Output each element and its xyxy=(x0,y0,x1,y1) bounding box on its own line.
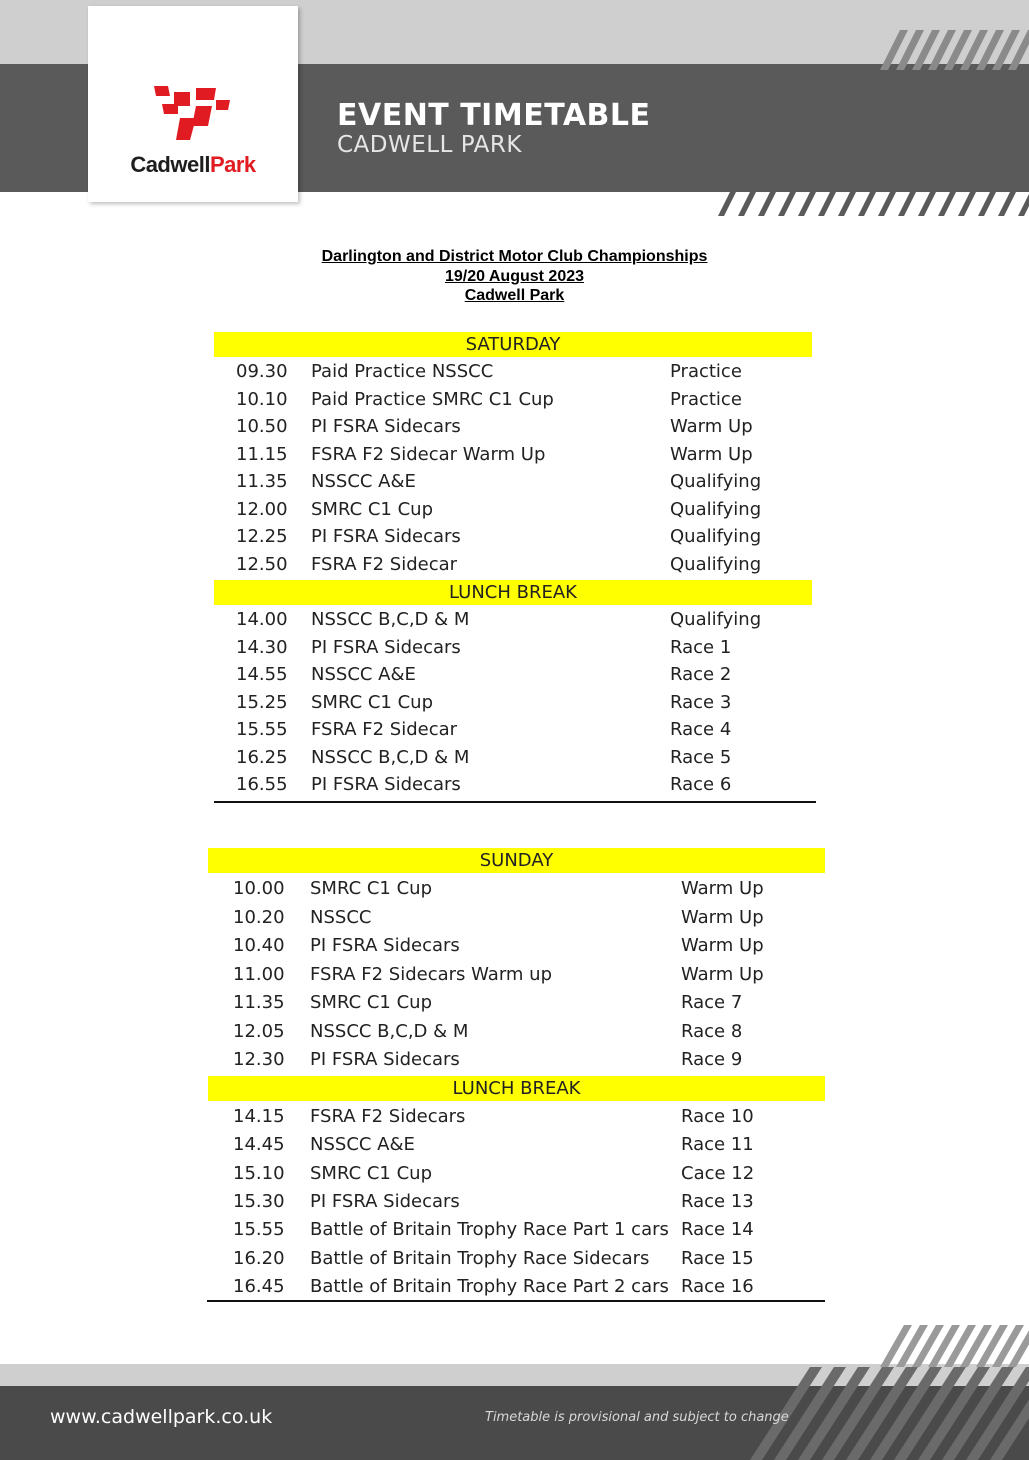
timetable-row xyxy=(0,689,1029,717)
time-cell: 15.55 xyxy=(236,719,288,740)
session-cell: Race 1 xyxy=(670,636,732,658)
session-cell: Race 13 xyxy=(681,1190,754,1212)
time-cell: 16.25 xyxy=(236,746,288,768)
timetable-row xyxy=(0,413,1029,441)
timetable-row xyxy=(0,551,1029,579)
event-cell: Paid Practice SMRC C1 Cup xyxy=(311,388,554,410)
event-cell: FSRA F2 Sidecar Warm Up xyxy=(311,443,546,465)
timetable-row xyxy=(0,771,1029,799)
time-cell: 14.55 xyxy=(236,664,288,685)
session-cell: Qualifying xyxy=(670,498,762,520)
time-cell: 11.00 xyxy=(233,963,285,985)
session-cell: Race 5 xyxy=(670,746,732,768)
session-cell: Qualifying xyxy=(670,553,762,575)
event-cell: PI FSRA Sidecars xyxy=(311,774,461,795)
session-cell: Warm Up xyxy=(681,878,764,899)
session-cell: Warm Up xyxy=(681,906,764,928)
session-cell: Warm Up xyxy=(681,935,764,956)
timetable-row xyxy=(0,496,1029,524)
event-cell: NSSCC A&E xyxy=(310,1134,415,1156)
session-cell: Race 3 xyxy=(670,691,732,713)
session-cell: Race 16 xyxy=(681,1275,754,1297)
time-cell: 12.50 xyxy=(236,553,288,575)
timetable-row xyxy=(0,875,1029,903)
timetable-row xyxy=(0,523,1029,551)
session-cell: Qualifying xyxy=(670,609,762,630)
time-cell: 09.30 xyxy=(236,361,288,382)
session-cell: Qualifying xyxy=(670,526,762,547)
event-cell: SMRC C1 Cup xyxy=(311,691,434,713)
session-cell: Warm Up xyxy=(670,416,753,437)
time-cell: 16.20 xyxy=(233,1247,285,1269)
timetable-row xyxy=(0,989,1029,1017)
sunday-table-rule xyxy=(207,1300,825,1302)
session-cell: Race 14 xyxy=(681,1219,754,1241)
time-cell: 11.15 xyxy=(236,443,288,465)
timetable-row xyxy=(0,716,1029,744)
event-cell: SMRC C1 Cup xyxy=(310,878,433,899)
timetable-row xyxy=(0,661,1029,689)
footer-website-link[interactable]: www.cadwellpark.co.uk xyxy=(50,1406,273,1428)
session-cell: Race 15 xyxy=(681,1247,754,1269)
time-cell: 11.35 xyxy=(236,471,288,492)
event-cell: SMRC C1 Cup xyxy=(310,1162,433,1184)
event-cell: Battle of Britain Trophy Race Part 2 cars xyxy=(310,1275,669,1297)
session-cell: Race 6 xyxy=(670,774,732,795)
event-cell: PI FSRA Sidecars xyxy=(311,636,461,658)
session-cell: Practice xyxy=(670,388,742,410)
session-cell: Race 4 xyxy=(670,719,732,740)
timetable-row xyxy=(0,932,1029,960)
event-cell: PI FSRA Sidecars xyxy=(311,416,461,437)
time-cell: 14.00 xyxy=(236,609,288,630)
time-cell: 14.45 xyxy=(233,1134,285,1156)
event-title-line-1: Darlington and District Motor Club Championships xyxy=(321,248,708,265)
time-cell: 11.35 xyxy=(233,992,285,1013)
timetable-row xyxy=(0,606,1029,634)
timetable-row xyxy=(0,634,1029,662)
footer-disclaimer: Timetable is provisional and subject to change xyxy=(485,1410,789,1425)
cadwell-park-logo-mark xyxy=(152,82,232,142)
timetable-row xyxy=(0,1103,1029,1131)
time-cell: 12.25 xyxy=(236,526,288,547)
page-subtitle: CADWELL PARK xyxy=(337,132,522,158)
time-cell: 15.10 xyxy=(233,1162,285,1184)
time-cell: 16.45 xyxy=(233,1275,285,1297)
timetable-row xyxy=(0,1018,1029,1046)
sunday-heading: SUNDAY xyxy=(208,848,825,873)
session-cell: Race 8 xyxy=(681,1020,743,1042)
time-cell: 15.25 xyxy=(236,691,288,713)
session-cell: Race 7 xyxy=(681,992,743,1013)
event-cell: PI FSRA Sidecars xyxy=(310,1190,460,1212)
event-cell: SMRC C1 Cup xyxy=(311,498,434,520)
timetable-row xyxy=(0,1160,1029,1188)
session-cell: Race 10 xyxy=(681,1106,754,1127)
session-cell: Race 9 xyxy=(681,1049,743,1070)
timetable-row xyxy=(0,1046,1029,1074)
time-cell: 10.00 xyxy=(233,878,285,899)
event-cell: PI FSRA Sidecars xyxy=(310,935,460,956)
timetable-row xyxy=(0,1188,1029,1216)
logo-text-park: Park xyxy=(209,152,256,177)
timetable-row xyxy=(0,1245,1029,1273)
sunday-lunch-break: LUNCH BREAK xyxy=(208,1076,825,1101)
session-cell: Practice xyxy=(670,361,742,382)
header-stripes-bottom xyxy=(710,192,1029,216)
session-cell: Race 11 xyxy=(681,1134,754,1156)
event-cell: PI FSRA Sidecars xyxy=(310,1049,460,1070)
time-cell: 15.55 xyxy=(233,1219,285,1241)
timetable-row xyxy=(0,386,1029,414)
time-cell: 10.40 xyxy=(233,935,285,956)
page-title: EVENT TIMETABLE xyxy=(337,98,651,133)
timetable-row xyxy=(0,904,1029,932)
session-cell: Warm Up xyxy=(670,443,753,465)
timetable-row xyxy=(0,744,1029,772)
time-cell: 10.20 xyxy=(233,906,285,928)
logo-wordmark xyxy=(88,152,298,178)
saturday-lunch-break: LUNCH BREAK xyxy=(214,580,812,605)
time-cell: 16.55 xyxy=(236,774,288,795)
header-stripes-top xyxy=(860,30,1029,70)
event-title-line-2: 19/20 August 2023 xyxy=(444,268,585,285)
session-cell: Race 2 xyxy=(670,664,732,685)
time-cell: 12.30 xyxy=(233,1049,285,1070)
event-cell: NSSCC B,C,D & M xyxy=(310,1020,469,1042)
time-cell: 10.10 xyxy=(236,388,288,410)
session-cell: Warm Up xyxy=(681,963,764,985)
time-cell: 12.05 xyxy=(233,1020,285,1042)
event-title-line-3: Cadwell Park xyxy=(464,287,565,304)
event-cell: FSRA F2 Sidecars Warm up xyxy=(310,963,553,985)
saturday-heading: SATURDAY xyxy=(214,332,812,357)
time-cell: 14.15 xyxy=(233,1106,285,1127)
event-cell: FSRA F2 Sidecars xyxy=(310,1106,466,1127)
time-cell: 10.50 xyxy=(236,416,288,437)
event-cell: FSRA F2 Sidecar xyxy=(311,553,458,575)
time-cell: 14.30 xyxy=(236,636,288,658)
timetable-row xyxy=(0,1216,1029,1244)
timetable-row xyxy=(0,441,1029,469)
event-cell: NSSCC A&E xyxy=(311,471,416,492)
timetable-row xyxy=(0,1131,1029,1159)
logo-card xyxy=(88,6,298,202)
event-cell: FSRA F2 Sidecar xyxy=(311,719,458,740)
timetable-row xyxy=(0,1273,1029,1301)
event-cell: NSSCC B,C,D & M xyxy=(311,609,470,630)
time-cell: 15.30 xyxy=(233,1190,285,1212)
event-cell: PI FSRA Sidecars xyxy=(311,526,461,547)
session-cell: Cace 12 xyxy=(681,1162,755,1184)
event-cell: SMRC C1 Cup xyxy=(310,992,433,1013)
timetable-row xyxy=(0,358,1029,386)
event-cell: Paid Practice NSSCC xyxy=(311,361,494,382)
event-cell: NSSCC xyxy=(310,906,372,928)
timetable-row xyxy=(0,961,1029,989)
logo-text-cadwell: Cadwell xyxy=(130,152,210,177)
saturday-table-rule xyxy=(214,801,816,803)
timetable-row xyxy=(0,468,1029,496)
event-cell: NSSCC B,C,D & M xyxy=(311,746,470,768)
session-cell: Qualifying xyxy=(670,471,762,492)
footer-stripes xyxy=(730,1325,1029,1460)
event-cell: Battle of Britain Trophy Race Part 1 cars xyxy=(310,1219,669,1241)
event-cell: Battle of Britain Trophy Race Sidecars xyxy=(310,1247,650,1269)
event-cell: NSSCC A&E xyxy=(311,664,416,685)
time-cell: 12.00 xyxy=(236,498,288,520)
